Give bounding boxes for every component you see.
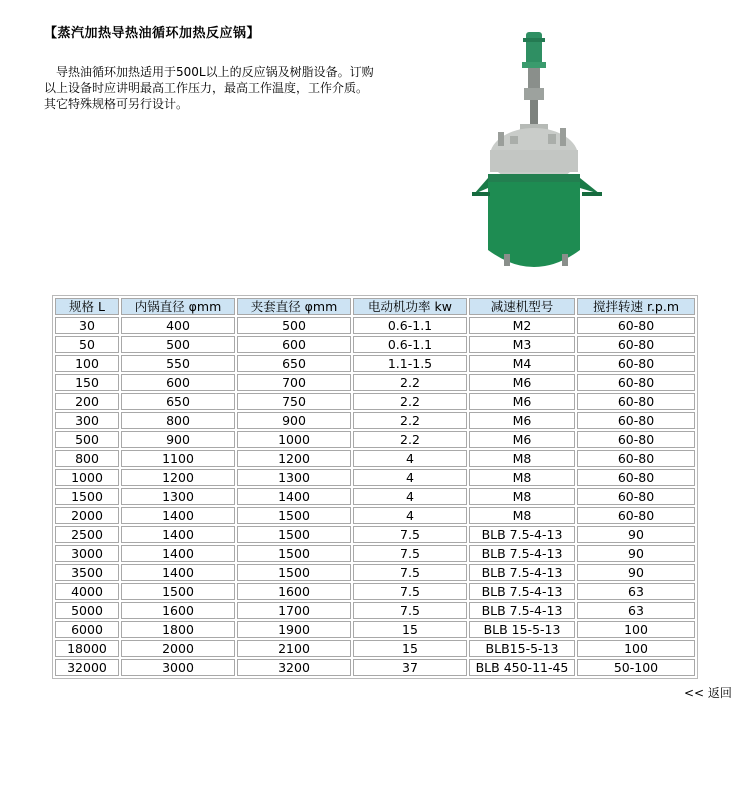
table-cell: 1100 — [121, 450, 235, 467]
table-row — [55, 583, 695, 600]
table-cell: 2.2 — [353, 374, 467, 391]
table-cell: 60-80 — [577, 412, 695, 429]
table-cell: 90 — [577, 526, 695, 543]
table-cell: BLB 7.5-4-13 — [469, 583, 575, 600]
column-header: 夹套直径 φmm — [237, 298, 351, 315]
table-row — [55, 659, 695, 676]
table-row — [55, 412, 695, 429]
table-cell: 50 — [55, 336, 119, 353]
column-header: 规格 L — [55, 298, 119, 315]
table-cell: 550 — [121, 355, 235, 372]
table-cell: 63 — [577, 602, 695, 619]
table-cell: 1700 — [237, 602, 351, 619]
table-cell: M6 — [469, 374, 575, 391]
table-cell: BLB 7.5-4-13 — [469, 564, 575, 581]
table-cell: M8 — [469, 450, 575, 467]
table-cell: 1.1-1.5 — [353, 355, 467, 372]
table-cell: 1500 — [237, 564, 351, 581]
table-cell: 600 — [121, 374, 235, 391]
table-cell: 1500 — [237, 507, 351, 524]
table-row — [55, 431, 695, 448]
table-cell: 32000 — [55, 659, 119, 676]
table-row — [55, 640, 695, 657]
table-cell: 3500 — [55, 564, 119, 581]
table-cell: 1400 — [121, 526, 235, 543]
table-cell: 60-80 — [577, 507, 695, 524]
table-cell: 50-100 — [577, 659, 695, 676]
column-header: 内锅直径 φmm — [121, 298, 235, 315]
table-cell: 1600 — [237, 583, 351, 600]
table-row — [55, 526, 695, 543]
table-cell: M6 — [469, 431, 575, 448]
table-cell: BLB15-5-13 — [469, 640, 575, 657]
table-cell: 6000 — [55, 621, 119, 638]
table-cell: M8 — [469, 507, 575, 524]
table-cell: 750 — [237, 393, 351, 410]
table-row — [55, 621, 695, 638]
table-cell: 60-80 — [577, 431, 695, 448]
table-cell: 4 — [353, 507, 467, 524]
table-cell: 4 — [353, 469, 467, 486]
table-row — [55, 317, 695, 334]
table-cell: 1400 — [121, 507, 235, 524]
table-cell: 600 — [237, 336, 351, 353]
table-cell: 2.2 — [353, 412, 467, 429]
table-cell: 1800 — [121, 621, 235, 638]
table-cell: BLB 7.5-4-13 — [469, 526, 575, 543]
table-cell: 60-80 — [577, 336, 695, 353]
table-cell: M4 — [469, 355, 575, 372]
table-cell: 1300 — [121, 488, 235, 505]
page-title: 【蒸汽加热导热油循环加热反应锅】 — [44, 26, 261, 41]
table-cell: BLB 15-5-13 — [469, 621, 575, 638]
table-cell: 7.5 — [353, 583, 467, 600]
table-cell: 4000 — [55, 583, 119, 600]
table-cell: 1400 — [121, 545, 235, 562]
column-header: 搅拌转速 r.p.m — [577, 298, 695, 315]
table-cell: 650 — [121, 393, 235, 410]
table-cell: M3 — [469, 336, 575, 353]
reactor-kettle-image — [470, 28, 604, 278]
table-body — [55, 317, 695, 676]
table-cell: M8 — [469, 488, 575, 505]
table-cell: BLB 450-11-45 — [469, 659, 575, 676]
table-cell: 7.5 — [353, 564, 467, 581]
table-row — [55, 450, 695, 467]
table-cell: 3000 — [55, 545, 119, 562]
table-cell: M6 — [469, 393, 575, 410]
table-cell: 100 — [55, 355, 119, 372]
table-cell: 18000 — [55, 640, 119, 657]
table-cell: 60-80 — [577, 450, 695, 467]
table-row — [55, 393, 695, 410]
table-header-row — [55, 298, 695, 315]
table-row — [55, 336, 695, 353]
table-cell: 60-80 — [577, 393, 695, 410]
table-cell: BLB 7.5-4-13 — [469, 602, 575, 619]
table-cell: 3000 — [121, 659, 235, 676]
table-cell: 0.6-1.1 — [353, 336, 467, 353]
table-cell: 1900 — [237, 621, 351, 638]
table-cell: 63 — [577, 583, 695, 600]
table-cell: 15 — [353, 621, 467, 638]
table-cell: 90 — [577, 564, 695, 581]
column-header: 减速机型号 — [469, 298, 575, 315]
table-cell: 7.5 — [353, 545, 467, 562]
table-cell: M8 — [469, 469, 575, 486]
table-cell: 7.5 — [353, 526, 467, 543]
table-cell: 1200 — [237, 450, 351, 467]
table-cell: 800 — [55, 450, 119, 467]
table-cell: 500 — [121, 336, 235, 353]
table-cell: 60-80 — [577, 317, 695, 334]
table-cell: 5000 — [55, 602, 119, 619]
table-row — [55, 507, 695, 524]
table-cell: 2.2 — [353, 393, 467, 410]
table-cell: 90 — [577, 545, 695, 562]
table-cell: 37 — [353, 659, 467, 676]
table-cell: 300 — [55, 412, 119, 429]
table-cell: 1000 — [237, 431, 351, 448]
table-row — [55, 488, 695, 505]
table-cell: 150 — [55, 374, 119, 391]
table-cell: 500 — [55, 431, 119, 448]
table-row — [55, 374, 695, 391]
table-cell: 2000 — [55, 507, 119, 524]
table-cell: 100 — [577, 640, 695, 657]
table-cell: 30 — [55, 317, 119, 334]
back-link[interactable]: << 返回 — [684, 686, 732, 700]
table-row — [55, 355, 695, 372]
table-cell: 900 — [121, 431, 235, 448]
table-row — [55, 469, 695, 486]
table-cell: 2000 — [121, 640, 235, 657]
intro-paragraph: 导热油循环加热适用于500L以上的反应锅及树脂设备。订购以上设备时应讲明最高工作压力，最高工作温度，工作介质。其它特殊规格可另行设计。 — [44, 65, 374, 111]
table-cell: 7.5 — [353, 602, 467, 619]
spec-table — [52, 295, 698, 679]
table-cell: 1000 — [55, 469, 119, 486]
table-cell: 900 — [237, 412, 351, 429]
table-cell: 4 — [353, 488, 467, 505]
table-row — [55, 545, 695, 562]
table-cell: 2.2 — [353, 431, 467, 448]
table-cell: 1200 — [121, 469, 235, 486]
table-cell: 15 — [353, 640, 467, 657]
table-cell: 3200 — [237, 659, 351, 676]
table-cell: 1500 — [55, 488, 119, 505]
table-cell: 60-80 — [577, 488, 695, 505]
table-cell: 1400 — [237, 488, 351, 505]
table-cell: 400 — [121, 317, 235, 334]
table-cell: 1500 — [237, 545, 351, 562]
table-row — [55, 602, 695, 619]
table-cell: 1500 — [237, 526, 351, 543]
table-cell: 500 — [237, 317, 351, 334]
table-cell: BLB 7.5-4-13 — [469, 545, 575, 562]
table-cell: 60-80 — [577, 469, 695, 486]
table-cell: 2500 — [55, 526, 119, 543]
table-cell: 60-80 — [577, 374, 695, 391]
table-row — [55, 564, 695, 581]
table-cell: M2 — [469, 317, 575, 334]
table-cell: 1500 — [121, 583, 235, 600]
table-cell: 1600 — [121, 602, 235, 619]
table-cell: 650 — [237, 355, 351, 372]
table-cell: 700 — [237, 374, 351, 391]
table-cell: M6 — [469, 412, 575, 429]
table-cell: 0.6-1.1 — [353, 317, 467, 334]
table-cell: 60-80 — [577, 355, 695, 372]
table-cell: 4 — [353, 450, 467, 467]
table-cell: 1400 — [121, 564, 235, 581]
table-cell: 200 — [55, 393, 119, 410]
table-cell: 1300 — [237, 469, 351, 486]
table-cell: 800 — [121, 412, 235, 429]
column-header: 电动机功率 kw — [353, 298, 467, 315]
table-cell: 100 — [577, 621, 695, 638]
table-cell: 2100 — [237, 640, 351, 657]
